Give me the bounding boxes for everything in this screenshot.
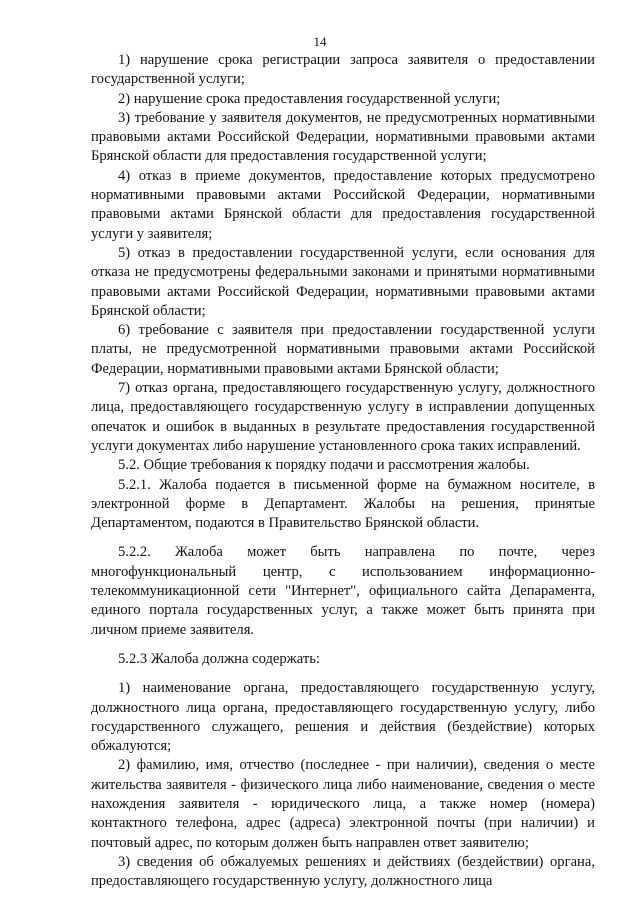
section-heading-5-2: 5.2. Общие требования к порядку подачи и рассмотрения жалобы. bbox=[118, 457, 530, 474]
paragraph-extra-documents-demand: 3) требование у заявителя документов, не предусмотренных нормативными правовыми актами Российской Федерации, нормативными правовыми актами Брянской области для предоставления государственной услуги; bbox=[91, 109, 595, 165]
document-body bbox=[91, 51, 595, 891]
paragraph-complaint-item-3: 3) сведения об обжалуемых решениях и действиях (бездействии) органа, предоставляющего государственную услугу, должностного лица bbox=[91, 853, 595, 890]
paragraph-correction-refusal: 7) отказ органа, предоставляющего государственную услугу, должностного лица, предоставляющего государственную услугу в исправлении допущенных опечаток и ошибок в выданных в результате предоставления государственной услуги документах либо нарушение установленного срока таких исправлений. bbox=[91, 380, 595, 454]
paragraph-fee-demand: 6) требование с заявителя при предоставлении государственной услуги платы, не предусмотренной нормативными правовыми актами Российской Федерации, нормативными правовыми актами Брянской области; bbox=[91, 322, 595, 377]
paragraph-complaint-item-1: 1) наименование органа, предоставляющего государственную услугу, должностного лица органа, предоставляющего государственную услугу, либо государственного служащего, решения и действия (бездействие) которых обжалуются; bbox=[91, 680, 595, 755]
paragraph-5-2-3: 5.2.3 Жалоба должна содержать: bbox=[118, 650, 320, 667]
page-number: 14 bbox=[313, 34, 327, 49]
paragraph-complaint-item-2: 2) фамилию, имя, отчество (последнее - при наличии), сведения о месте жительства заявителя - физического лица либо наименование, сведения о месте нахождения заявителя - юридического лица, а также номер (номера) контактного телефона, адрес (адреса) электронной почты (при наличии) и почтовый адрес, по которым должен быть направлен ответ заявителю; bbox=[91, 757, 595, 851]
paragraph-5-2-2: 5.2.2. Жалоба может быть направлена по почте, через многофункциональный центр, с использованием информационно-телекоммуникационной сети "Интернет", официального сайта Депаpамента, единого портала государственных услуг, а также может быть принята при личном приеме заявителя. bbox=[91, 544, 595, 638]
paragraph-service-refusal: 5) отказ в предоставлении государственной услуги, если основания для отказа не предусмотрены федеральными законами и принятыми нормативными правовыми актами Российской Федерации, нормативными правовыми актами Брянской области; bbox=[91, 244, 595, 319]
paragraph-document-refusal: 4) отказ в приеме документов, предоставление которых предусмотрено нормативными правовыми актами Российской Федерации, нормативными правовыми актами Брянской области для предоставления государственной услуги у заявителя; bbox=[91, 167, 595, 242]
paragraph-violation-registration-term: 1) нарушение срока регистрации запроса заявителя о предоставлении государственной услуги; bbox=[91, 52, 595, 88]
paragraph-5-2-1: 5.2.1. Жалоба подается в письменной форме на бумажном носителе, в электронной форме в Департамент. Жалобы на решения, принятые Департаментом, подаются в Правительство Брянской области. bbox=[91, 476, 595, 532]
paragraph-violation-service-term: 2) нарушение срока предоставления государственной услуги; bbox=[118, 90, 501, 107]
